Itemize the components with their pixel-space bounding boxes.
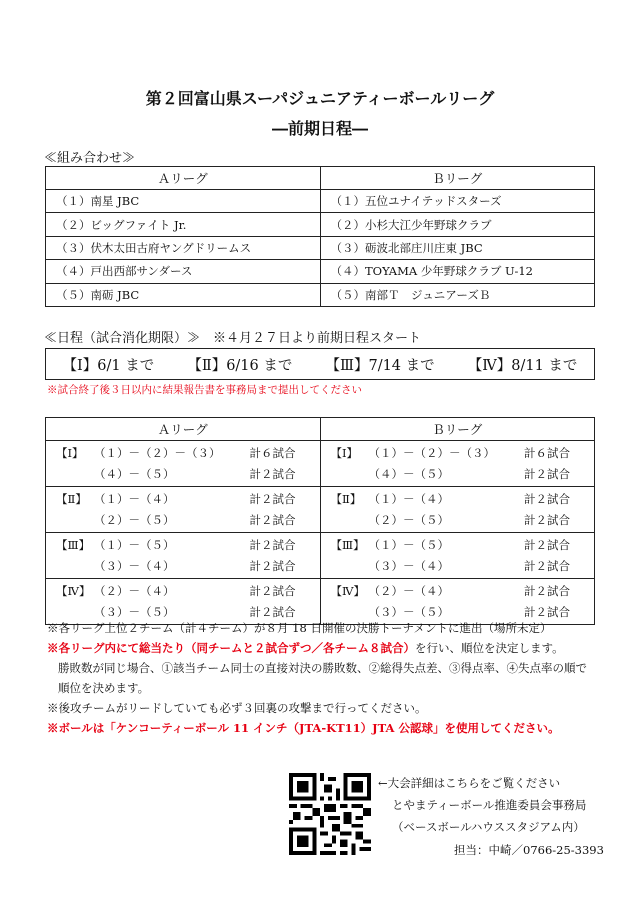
matchup: （１）－（４） <box>368 492 449 507</box>
game-count: 計２試合 <box>524 466 570 481</box>
game-line <box>56 443 312 464</box>
matchup: （１）－（２）－（３） <box>368 446 495 461</box>
game-count: 計２試合 <box>249 538 296 553</box>
game-line <box>56 510 312 531</box>
deadline-4: 【Ⅳ】8/11 まで <box>467 357 578 374</box>
team-a-3: （３）伏木太田古府ヤングドリームス <box>46 236 321 259</box>
deadline-box <box>45 348 595 380</box>
note-3b: 順位を決めます。 <box>58 681 150 695</box>
games-table <box>45 417 595 625</box>
game-count: 計２試合 <box>249 512 296 527</box>
game-count: 計６試合 <box>249 446 296 461</box>
contact-line-2: とやまティーボール推進委員会事務局 <box>392 798 587 812</box>
team-b-1: （１）五位ユナイテッドスターズ <box>320 190 595 213</box>
game-count: 計２試合 <box>249 466 296 481</box>
qr-code[interactable] <box>289 773 371 855</box>
matchup: （２）－（４） <box>368 584 449 599</box>
game-line <box>331 581 587 602</box>
game-line <box>331 489 587 510</box>
game-count: 計２試合 <box>524 604 570 619</box>
round-tag: 【Ⅱ】 <box>330 492 362 507</box>
game-block-row <box>46 533 595 579</box>
game-count: 計２試合 <box>249 492 296 507</box>
game-block-a-2 <box>46 487 321 533</box>
matchup: （３）－（５） <box>368 604 449 619</box>
deadline-2: 【Ⅱ】6/16 まで <box>187 357 293 374</box>
deadline-3: 【Ⅲ】7/14 まで <box>325 357 435 374</box>
game-count: 計２試合 <box>249 584 296 599</box>
team-b-3: （３）砺波北部庄川庄東 JBC <box>320 236 595 259</box>
game-count: 計２試合 <box>524 558 570 573</box>
game-count: 計６試合 <box>524 446 570 461</box>
round-tag: 【Ⅱ】 <box>56 492 87 507</box>
round-tag: 【Ⅳ】 <box>56 584 91 599</box>
note-4: ※後攻チームがリードしていても必ず３回裏の攻撃まで行ってください。 <box>47 701 427 715</box>
team-b-4: （４）TOYAMA 少年野球クラブ U-12 <box>320 260 595 283</box>
round-tag: 【Ⅲ】 <box>56 538 91 553</box>
game-block-row <box>46 441 595 487</box>
schedule-heading: ≪日程（試合消化期限）≫ ※４月２７日より前期日程スタート <box>44 331 422 346</box>
games-b-header: Ｂリーグ <box>320 418 595 441</box>
matchup: （３）－（５） <box>94 604 175 619</box>
round-tag: 【Ⅳ】 <box>330 584 365 599</box>
game-count: 計２試合 <box>524 492 570 507</box>
game-block-b-1 <box>320 441 595 487</box>
page-subtitle: ―前期日程― <box>271 119 368 138</box>
report-note: ※試合終了後３日以内に結果報告書を事務局まで提出してください <box>47 384 362 396</box>
matchup: （１）－（２）－（３） <box>94 446 221 461</box>
page-title: 第２回富山県スーパジュニアティーボールリーグ <box>145 89 495 108</box>
matchup: （４）－（５） <box>94 466 175 481</box>
note-2-black: を行い、順位を決定します。 <box>415 641 564 655</box>
round-tag: 【Ⅰ】 <box>330 446 359 461</box>
combo-heading: ≪組み合わせ≫ <box>44 151 136 166</box>
matchup: （２）－（５） <box>368 512 449 527</box>
note-5: ※ボールは「ケンコーティーボール 11 インチ（JTA-KT11）JTA 公認球」を使用してください。 <box>47 721 560 735</box>
game-line <box>56 535 312 556</box>
round-tag: 【Ⅰ】 <box>56 446 84 461</box>
deadline-1: 【Ⅰ】6/1 まで <box>62 357 155 374</box>
game-block-a-1 <box>46 441 321 487</box>
note-2-red: ※各リーグ内にて総当たり（同チームと２試合ずつ／各チーム８試合） <box>47 641 415 655</box>
game-line <box>331 510 587 531</box>
game-line <box>331 556 587 577</box>
game-count: 計２試合 <box>524 538 570 553</box>
team-b-2: （２）小杉大江少年野球クラブ <box>320 213 595 236</box>
note-3a: 勝敗数が同じ場合、①該当チーム同士の直接対決の勝敗数、②総得失点差、③得点率、④失点率の順で <box>58 661 587 675</box>
game-count: 計２試合 <box>249 604 296 619</box>
note-1: ※各リーグ上位２チーム（計４チーム）が８月 18 日開催の決勝トーナメントに進出（場所未定） <box>47 621 552 635</box>
matchup: （３）－（４） <box>368 558 449 573</box>
game-line <box>331 535 587 556</box>
game-block-b-2 <box>320 487 595 533</box>
matchup: （３）－（４） <box>94 558 175 573</box>
game-block-row <box>46 487 595 533</box>
team-a-2: （２）ビッグファイト Jr. <box>46 213 321 236</box>
team-a-5: （５）南砺 JBC <box>46 283 321 306</box>
round-tag: 【Ⅲ】 <box>330 538 365 553</box>
matchup: （１）－（５） <box>94 538 175 553</box>
combo-table <box>45 166 595 307</box>
team-a-1: （１）南星 JBC <box>46 190 321 213</box>
games-a-header: Ａリーグ <box>46 418 321 441</box>
contact-line-3: （ベースボールハウススタジアム内） <box>392 820 585 834</box>
game-line <box>56 464 312 485</box>
matchup: （４）－（５） <box>368 466 449 481</box>
combo-b-header: Ｂリーグ <box>320 167 595 190</box>
game-line <box>331 464 587 485</box>
game-line <box>56 489 312 510</box>
matchup: （２）－（５） <box>94 512 175 527</box>
game-block-a-3 <box>46 533 321 579</box>
contact-line-1: ←大会詳細はこちらをご覧ください <box>378 776 561 790</box>
team-a-4: （４）戸出西部サンダース <box>46 260 321 283</box>
game-line <box>331 443 587 464</box>
game-count: 計２試合 <box>249 558 296 573</box>
note-2 <box>47 638 564 658</box>
game-line <box>56 581 312 602</box>
matchup: （１）－（４） <box>94 492 175 507</box>
game-line <box>56 556 312 577</box>
contact-line-4: 担当：中崎／0766-25-3393 <box>454 843 604 857</box>
game-count: 計２試合 <box>524 512 570 527</box>
game-count: 計２試合 <box>524 584 570 599</box>
combo-a-header: Ａリーグ <box>46 167 321 190</box>
team-b-5: （５）南部Ｔ ジュニアーズＢ <box>320 283 595 306</box>
game-block-b-3 <box>320 533 595 579</box>
matchup: （２）－（４） <box>94 584 175 599</box>
matchup: （１）－（５） <box>368 538 449 553</box>
